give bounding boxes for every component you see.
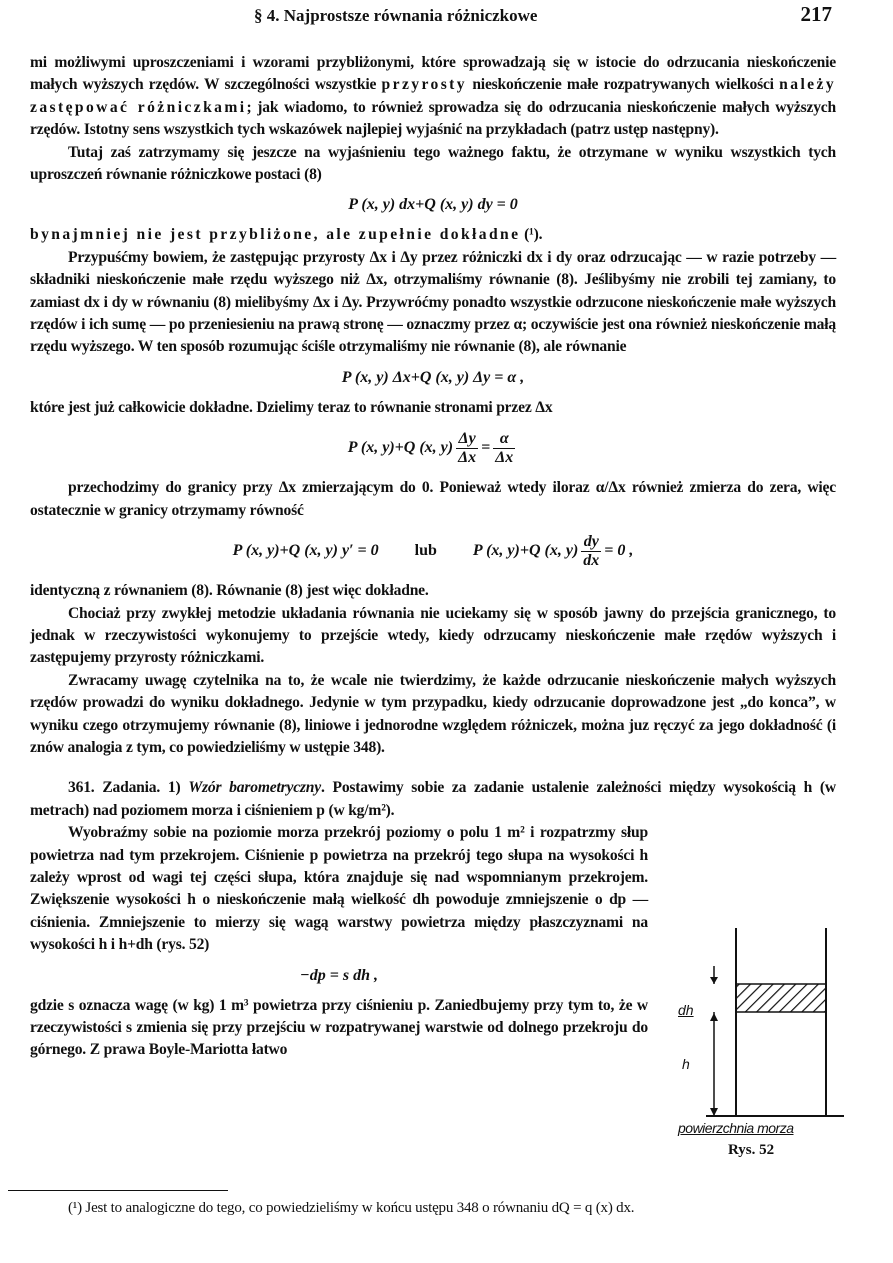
- figure-number: Rys. 52: [728, 1142, 775, 1158]
- running-head: [30, 2, 836, 32]
- h-arrow-up: [710, 1013, 718, 1021]
- p1-text-a: mi możliwymi uproszczeniami i wzorami przybliżonymi, które sprowadzają się w istocie do odrzucania nieskończenie małych wyższych rzędów. W szczególności wszystkie: [30, 54, 836, 94]
- body-text: [30, 52, 836, 1062]
- p1-text-e: ; jak wiadomo, to również sprowadza się do odrzucania nieskończenie małych wyższych rzędów. Istotny sens wszystkich tych wskazówek najlepiej wyjaśnić na przykładach (patrz ustęp następny).: [30, 98, 837, 139]
- equation-alpha: P (x, y) Δx+Q (x, y) Δy = α ,: [341, 368, 525, 386]
- section-text: . Postawimy sobie za zadanie ustalenie zależności między wysokością h (w metrach) nad poziomem morza i ciśnieniem p (w kg/m²).: [30, 779, 836, 819]
- eq4-left: P (x, y)+Q (x, y) y′ = 0: [232, 542, 379, 560]
- eq3-lhs: P (x, y)+Q (x, y): [347, 439, 454, 457]
- paragraph-11: gdzie s oznacza wagę (w kg) 1 m³ powietrza przy ciśnieniu p. Zaniedbujemy przy tym to, że w rzeczywistości s zmienia się przy przejściu w rozpatrywanej warstwie od dolnego przekroju do górnego. Z prawa Boyle-Mariotta łatwo: [30, 996, 648, 1059]
- fraction-alpha-dx: [493, 430, 515, 467]
- footnote: (¹) Jest to analogiczne do tego, co powiedzieliśmy w końcu ustępu 348 o równaniu dQ = q (x) dx.: [68, 1200, 635, 1216]
- paragraph-8: Chociaż przy zwykłej metodzie układania równania nie uciekamy się w sposób jawny do przejścia granicznego, to jednak w rzeczywistości wykonujemy to przejście wtedy, kiedy odrzucamy nieskończenie małe rzędów wyższych i zastępujemy przyrosty różniczkami.: [30, 604, 836, 667]
- h-arrow-down: [710, 1108, 718, 1116]
- eq4-right-lhs: P (x, y)+Q (x, y): [472, 542, 579, 560]
- fraction-numerator: α: [493, 430, 515, 449]
- paragraph-6: przechodzimy do granicy przy Δx zmierzającym do 0. Ponieważ wtedy iloraz α/Δx również zmierza do zera, więc ostatecznie w granicy otrzymamy równość: [30, 479, 836, 519]
- fraction-denominator: Δx: [495, 449, 514, 467]
- paragraph-7: identyczną z równaniem (8). Równanie (8) jest więc dokładne.: [30, 582, 429, 600]
- fraction-dy-dx: [456, 430, 478, 467]
- label-h: h: [682, 1056, 690, 1072]
- running-title: § 4. Najprostsze równania różniczkowe: [254, 6, 538, 25]
- p3-emphasis: bynajmniej nie jest przybliżone, ale zupełnie dokładne: [30, 226, 521, 244]
- p1-emphasis-przyrosty: przyrosty: [381, 76, 467, 94]
- paragraph-2: Tutaj zaś zatrzymamy się jeszcze na wyjaśnieniu tego ważnego faktu, że otrzymane w wyniku wszystkich tych uproszczeń równanie różniczkowe postaci (8): [30, 143, 836, 184]
- section-lead: 1): [160, 779, 189, 797]
- section-361: [30, 777, 836, 822]
- hatched-layer: [736, 984, 826, 1012]
- paragraph-3: [30, 224, 836, 246]
- footnote-rule: [8, 1190, 228, 1191]
- p1-text-c: nieskończenie małe rozpatrywanych wielkości: [466, 76, 780, 94]
- paragraph-9: Zwracamy uwagę czytelnika na to, że wcale nie twierdzimy, że każde odrzucanie nieskończenie małych wyższych rzędów prowadzi do wyniku dokładnego. Jedynie w tym przypadku, kiedy odrzucanie doprowadzone jest „do konca”, w wyniku czego otrzymujemy równanie (8), liniowe i jednorodne względem różniczek, można juz ręczyć za jego dokładność (i znów analogia z tym, co powiedzieliśmy w ustępie 348).: [30, 671, 836, 756]
- p3-footnote-ref: (¹).: [520, 226, 543, 244]
- eq4-or: lub: [414, 542, 437, 560]
- equation-limit: [30, 526, 836, 576]
- fraction-numerator: Δy: [456, 430, 478, 449]
- fraction-denominator: Δx: [458, 449, 477, 467]
- dh-arrow-head: [710, 977, 718, 984]
- fraction-dy-dx-limit: [581, 533, 601, 570]
- equation-divided: [30, 423, 836, 473]
- fraction-denominator: dx: [583, 551, 600, 569]
- label-dh: dh: [678, 1002, 694, 1018]
- wrapped-column: [30, 822, 648, 1062]
- section-title: Wzór barometryczny: [188, 779, 321, 797]
- figure-52: [676, 922, 846, 1162]
- fraction-numerator: dy: [581, 533, 601, 552]
- equation-dp: −dp = s dh ,: [300, 966, 378, 984]
- equation-8: P (x, y) dx+Q (x, y) dy = 0: [348, 196, 518, 214]
- page-number: 217: [800, 2, 832, 26]
- paragraph-5: które jest już całkowicie dokładne. Dzielimy teraz to równanie stronami przez Δx: [30, 398, 553, 416]
- paragraph-10: Wyobraźmy sobie na poziomie morza przekrój poziomy o polu 1 m² i rozpatrzmy słup powietrza nad tym przekrojem. Ciśnienie p powietrza na przekrój tego słupa na wysokości h zależy wprost od wagi tej części słupa, która znajduje się nad wspomnianym przekrojem. Zwiększenie wysokości h o nieskończenie małą wielkość dh powoduje zmniejszenie o dp — ciśnienia. Zmniejszenie to mierzy się wagą warstwy powietrza między płaszczyznami na wysokości h i h+dh (rys. 52): [30, 824, 648, 954]
- section-heading: 361. Zadania.: [68, 779, 161, 797]
- paragraph-4: Przypuśćmy bowiem, że zastępując przyrosty Δx i Δy przez różniczki dx i dy oraz odrzucając — w razie potrzeby — składniki nieskończenie małe rzędu wyższego niż Δx, otrzymaliśmy równanie (8). Jeślibyśmy nie zrobili tej zamiany, to zamiast dx i dy w równaniu (8) mielibyśmy Δx i Δy. Przywróćmy ponadto wszystkie odrzucone nieskończenie małe wyższych rzędów i ich sumę — po przeniesieniu na prawą stronę — oznaczmy przez α; oczywiście jest ona również nieskończenie małą rzędu wyższego. W ten sposób rozumując ściśle otrzymaliśmy nie równanie (8), ale równanie: [30, 248, 836, 356]
- air-column-diagram: [676, 922, 846, 1122]
- paragraph-1: [30, 52, 836, 142]
- eq3-equals: =: [481, 439, 491, 457]
- figure-caption: powierzchnia morza: [678, 1120, 794, 1136]
- p1-emphasis-rozniczkami: należy zastępować różniczkami: [30, 76, 837, 116]
- eq4-right-rhs: = 0 ,: [604, 542, 634, 560]
